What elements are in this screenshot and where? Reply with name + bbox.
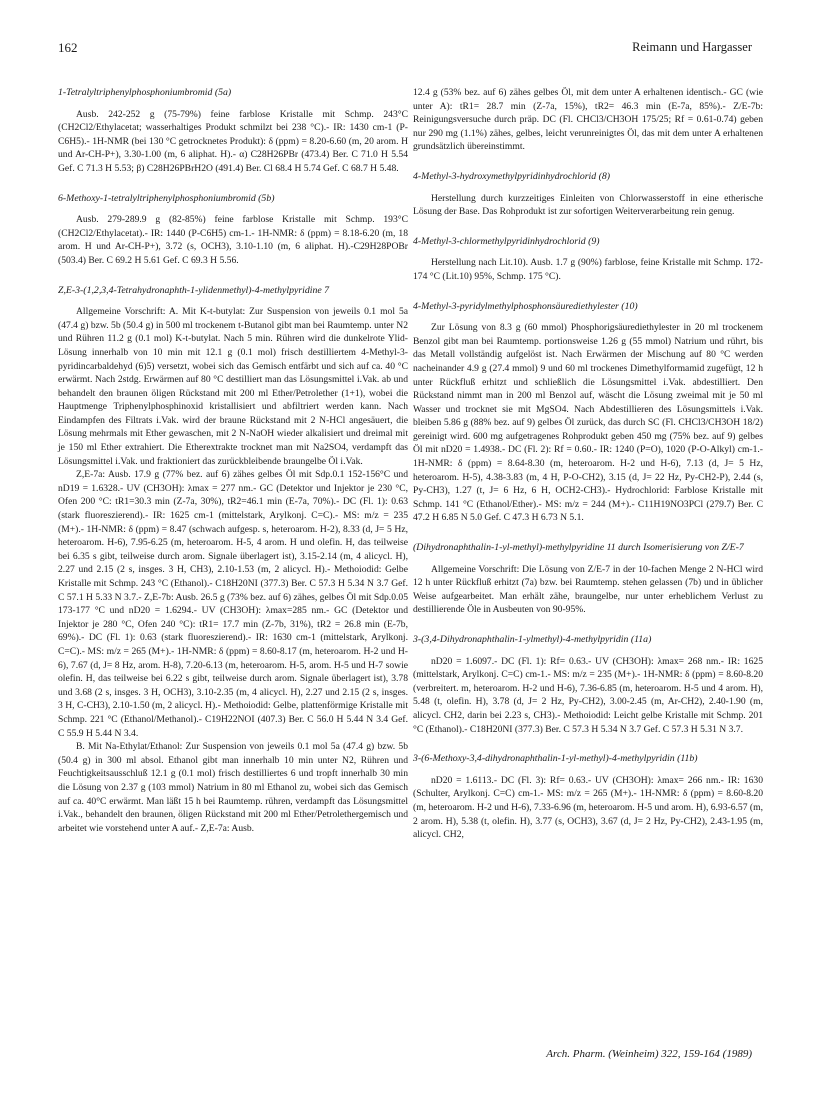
body-paragraph: Ausb. 242-252 g (75-79%) feine farblose Kristalle mit Schmp. 243°C (CH2Cl2/Ethylacetat; wasserhaltiges Produkt schmilzt bei 238 °C).- IR: 1430 cm-1 (P-C6H5).- 1H-NMR (bei 130 °C getrocknetes Produkt): δ (ppm) = 8.20-6.60 (m, 20 arom. H und Ar-CH-P+), 3.30-1.00 (m, 6 aliphat. H).- α) C28H26PBr (473.4) Ber. C 71.0 H 5.54 Gef. C 71.3 H 5.53; β) C28H26PBrH2O (491.4) Ber. Cl 68.4 H 5.74 Gef. C 68.7 H 5.48. <box>58 108 408 174</box>
section-heading: 4-Methyl-3-chlormethylpyridinhydrochlorid (9) <box>413 235 600 247</box>
section-heading: 3-(6-Methoxy-3,4-dihydronaphthalin-1-yl-methyl)-4-methylpyridin (11b) <box>413 753 698 765</box>
body-paragraph: nD20 = 1.6113.- DC (Fl. 3): Rf= 0.63.- UV (CH3OH): λmax= 266 nm.- IR: 1630 (Schulter, Arylkonj. C=C) cm-1.- MS: m/z = 265 (M+).- 1H-NMR: δ (ppm) = 8.60-8.20 (m, heteroarom. H-2 und H-6), 7.33-6.96 (m, heteroarom. H-5 und arom. H), 6.93-6.57 (m, 2 arom. H), 5.38 (t, olefin. H), 3.77 (s, OCH3), 3.67 (d, J= 2 Hz, Py-CH2), 2.43-1.95 (m, alicycl. CH2, <box>413 774 763 841</box>
body-paragraph: Herstellung nach Lit.10). Ausb. 1.7 g (90%) farblose, feine Kristalle mit Schmp. 172-174 °C (Lit.10) 95%, Schmp. 175 °C). <box>413 257 763 282</box>
section-heading: (Dihydronaphthalin-1-yl-methyl)-methylpyridine 11 durch Isomerisierung von Z/E-7 <box>413 542 744 554</box>
body-paragraph: Allgemeine Vorschrift: Die Lösung von Z/E-7 in der 10-fachen Menge 2 N-HCl wird 12 h unter Rückfluß erhitzt (7a) bzw. bei Raumtemp. stehen gelassen (7b) und in üblicher Weise aufgearbeitet. Man erhält zähe, braungelbe, nur unter erheblichem Verlust zu destillierende Öle in Ausbeuten von 90-95%. <box>413 563 763 616</box>
section-heading: 3-(3,4-Dihydronaphthalin-1-ylmethyl)-4-methylpyridin (11a) <box>413 634 652 645</box>
body-paragraph: B. Mit Na-Ethylat/Ethanol: Zur Suspension von jeweils 0.1 mol 5a (47.4 g) bzw. 5b (50.4 g) in 300 ml absol. Ethanol gibt man innerhalb 10 min unter N2, Rühren und Feuchtigkeitsausschluß 12.1 g (0.1 mol) frisch destilliertes 6 und tropft innerhalb 30 min die Lösung von 2.37 g (103 mmol) Natrium in 80 ml Ethanol zu, wobei sich das Gemisch auf ca. 40°C erwärmt. Man läßt 15 h bei Raumtemp. rühren, verdampft das Lösungsmittel i.Vak., behandelt den braunen, öligen Rückstand mit 200 ml Ether/Petrolethergemisch und arbeitet wie vorstehend unter A auf.- Z,E-7a: Ausb. <box>58 741 408 834</box>
section-heading: 6-Methoxy-1-tetralyltriphenylphosphoniumbromid (5b) <box>58 192 275 204</box>
section-heading: 1-Tetralyltriphenylphosphoniumbromid (5a) <box>58 87 232 98</box>
body-paragraph: nD20 = 1.6097.- DC (Fl. 1): Rf= 0.63.- UV (CH3OH): λmax= 268 nm.- IR: 1625 (mittelstark, Arylkonj. C=C) cm-1.- MS: m/z = 235 (M+).- 1H-NMR: δ (ppm) = 8.60-8.20 (verbreitert. m, heteroarom. H-2 und H-6), 7.36-6.85 (m, heteroarom. H-5 und 4 arom. H), 5.48 (t, olefin. H), 3.78 (d, J= 2 Hz, Py-CH2), 3.00-2.45 (m, Ar-CH2), 2.40-1.90 (m, alicycl. CH2, darin bei 2.23 s, CH3).- Methoiodid: Leicht gelbe Kristalle mit Schmp. 201 °C (Ethanol).- C18H20NI (377.3) Ber. C 57.3 H 5.34 N 3.7 Gef. C 57.3 H 5.31 N 3.7. <box>413 655 763 735</box>
page-number: 162 <box>58 40 78 55</box>
left-column <box>58 86 408 835</box>
running-head: Reimann und Hargasser <box>632 40 752 54</box>
body-paragraph: 12.4 g (53% bez. auf 6) zähes gelbes Öl, mit dem unter A erhaltenen identisch.- GC (wie unter A): tR1= 28.7 min (Z-7a, 15%), tR2= 46.3 min (E-7a, 85%).- Z/E-7b: Reinigungsversuche durch präp. DC (Fl. CHCl3/CH3OH 175/25; Rf = 0.61-0.74) geben nur 290 mg (1.1%) zähes, gelbes, leicht verunreinigtes Öl, das mit dem unter A erhaltenen grundsätzlich übereinstimmt. <box>413 87 763 153</box>
body-paragraph: Ausb. 279-289.9 g (82-85%) feine farblose Kristalle mit Schmp. 193°C (CH2Cl2/Ethylacetat).- IR: 1440 (P-C6H5) cm-1.- 1H-NMR: δ (ppm) = 8.18-6.20 (m, 18 arom. H und Ar-CH-P+), 3.72 (s, OCH3), 3.10-1.10 (m, 6 aliphat. H).-C29H28POBr (503.4) Ber. C 69.2 H 5.61 Gef. C 69.3 H 5.56. <box>58 214 408 266</box>
section-heading: 4-Methyl-3-hydroxymethylpyridinhydrochlorid (8) <box>413 170 611 182</box>
section-heading: Z,E-3-(1,2,3,4-Tetrahydronaphth-1-ylidenmethyl)-4-methylpyridine 7 <box>58 284 330 296</box>
body-paragraph: Zur Lösung von 8.3 g (60 mmol) Phosphorigsäurediethylester in 20 ml trockenem Benzol gibt man bei Raumtemp. portionsweise 1.26 g (55 mmol) Natrium und rührt, bis das Metall vollständig aufgelöst ist. Nach Erwärmen der Mischung auf 80 °C werden nacheinander 4.9 g (27.4 mmol) 9 und 60 ml trockenes Dimethylformamid zugefügt, 12 h unter Rückfluß erhitzt und schließlich die Lösungsmittel i.Vak. abdestilliert. Den Rückstand nimmt man in 200 ml Benzol auf, wäscht die Lösung zweimal mit je 50 ml Wasser und trocknet sie mit MgSO4. Nach Abdestillieren des Lösungsmittels i.Vak. bleiben 5.86 g (88% bez. auf 9) gelbes Öl zurück, das durch SC (Fl. CHCl3/CH3OH 18/2) gereinigt wird. 600 mg aufgetragenes Rohprodukt geben 450 mg (75% bez. auf 9) gelbes Öl mit nD20 = 1.4938.- DC (Fl. 2): Rf = 0.60.- IR: 1240 (P=O), 1020 (P-O-Alkyl) cm-1.- 1H-NMR: δ (ppm) = 8.64-8.30 (m, heteroarom. H-2 und H-6), 7.13 (d, J= 5 Hz, heteroarom. H-5), 4.38-3.83 (m, 4 H, P-O-CH2), 3.15 (d, J= 22 Hz, Py-CH2-P), 2.44 (s, Py-CH3), 1.27 (t, J= 6 Hz, 6 H, OCH2-CH3).- Hydrochlorid: Farblose Kristalle mit Schmp. 141 °C (Ethanol/Ether).- MS: m/z = 244 (M+).- C11H19NO3PCl (279.7) Ber. C 47.2 H 6.85 N 5.0 Gef. C 47.3 H 6.73 N 5.1. <box>413 322 763 524</box>
right-column <box>413 86 763 842</box>
body-paragraph: Allgemeine Vorschrift: A. Mit K-t-butylat: Zur Suspension von jeweils 0.1 mol 5a (47.4 g) bzw. 5b (50.4 g) in 500 ml trockenem t-Butanol gibt man bei Raumtemp. unter N2 und Rühren 11.2 g (0.1 mol) K-t-butylat. Nach 5 min. Rühren wird die dunkelrote Ylid-Lösung innerhalb von 10 min mit 12.1 g (0.1 mol) frisch destilliertem 4-Methyl-3-pyridincarbaldehyd (6)5) versetzt, wobei sich das Gemisch entfärbt und sich auf ca. 40 °C erwärmt. Nach 2stdg. Erwärmen auf 80 °C destilliert man das Lösungsmittel i.Vak. ab und behandelt den braunen öligen Rückstand mit 200 ml Ether/Petrolether (1+1), wobei die Hauptmenge Triphenylphosphinoxid kristallisiert und abfiltriert werden kann. Nach Eindampfen des Filtrats i.Vak. wird der braune Rückstand mit 2 N-HCl angesäuert, die Lösung mehrmals mit Ether gewaschen, mit 2 N-NaOH wieder alkalisiert und dreimal mit je 150 ml Ether extrahiert. Die Etherextrakte trocknet man mit Na2SO4, verdampft das Lösungsmittel i.Vak. und fraktioniert das zurückbleibende braungelbe Öl i.Vak. <box>58 306 408 467</box>
body-paragraph: Herstellung durch kurzzeitiges Einleiten von Chlorwasserstoff in eine etherische Lösung der Base. Das Rohprodukt ist zur sofortigen Weiterverarbeitung rein genug. <box>413 192 763 218</box>
body-paragraph: Z,E-7a: Ausb. 17.9 g (77% bez. auf 6) zähes gelbes Öl mit Sdp.0.1 152-156°C und nD19 = 1.6328.- UV (CH3OH): λmax = 277 nm.- GC (Detektor und Injektor je 230 °C, Ofen 200 °C: tR1=30.3 min (Z-7a, 30%), tR2=46.1 min (E-7a, 70%).- DC (Fl. 1): 0.63 (stark fluoreszierend).- IR: 1625 cm-1 (mittelstark, Arylkonj. C=C).- MS: m/z = 235 (M+).- 1H-NMR: δ (ppm) = 8.47 (schwach aufgesp. s, heteroarom. H-2), 8.33 (d, J= 5 Hz, heteroarom. H-6), 7.95-6.25 (m, heteroarom. H-5, 4 arom. H und olefin. H, das teilweise bei 6.35 s gibt, teilweise durch arom. Signale überlagert ist), 3.15-2.14 (m, 4 alicycl. H), 2.27 und 2.15 (2 s, insges. 3 H, CH3), 2.10-1.53 (m, 2 alicycl. H).- Methoiodid: Gelbe Kristalle mit Schmp. 243 °C (Ethanol).- C18H20NI (377.3) Ber. C 57.3 H 5.34 N 3.7 Gef. C 57.1 H 5.33 N 3.7.- Z,E-7b: Ausb. 26.5 g (73% bez. auf 6) zähes, gelbes Öl mit Sdp.0.05 173-177 °C und nD20 = 1.6294.- UV (CH3OH): λmax=285 nm.- GC (Detektor und Injektor je 280 °C, Ofen 240 °C): tR1= 17.7 min (Z-7b, 31%), tR2 = 26.8 min (E-7b, 69%).- DC (Fl. 1): 0.63 (stark fluoreszierend).- IR: 1630 cm-1 (mittelstark, Arylkonj. C=C).- MS: m/z = 265 (M+).- 1H-NMR: δ (ppm) = 8.60-8.17 (m, heteroarom. H-2 und H-6), 7.67 (d, J= 8 Hz, arom. H-8), 7.20-6.13 (m, heteroarom. H-5, arom. H-5 und H-7 sowie olefin. H, das teilweise bei 6.22 s gibt, teilweise durch arom. Signale überlagert ist), 3.78 und 3.68 (2 s, insges. 3 H, OCH3), 3.10-2.35 (m, 4 alicycl. H), 2.27 und 2.15 (2 s, insges. 3 H, C-CH3), 2.10-1.50 (m, 2 alicycl. H).- Methoiodid: Gelbe, plattenförmige Kristalle mit Schmp. 221 °C (Ethanol/Methanol).- C19H22NOI (407.3) Ber. C 56.0 H 5.44 N 3.4 Gef. C 55.9 H 5.44 N 3.4. <box>58 469 408 739</box>
section-heading: 4-Methyl-3-pyridylmethylphosphonsäurediethylester (10) <box>413 300 638 312</box>
footer-citation: Arch. Pharm. (Weinheim) 322, 159-164 (1989) <box>546 1048 752 1060</box>
